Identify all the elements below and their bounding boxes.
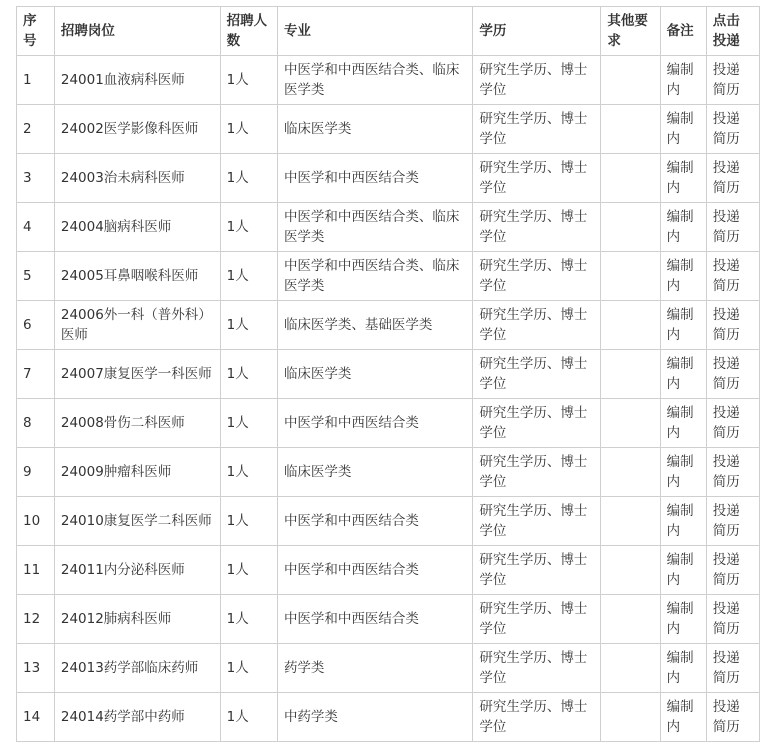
cell-education: 研究生学历、博士学位 [473, 154, 601, 203]
cell-count: 1人 [220, 301, 277, 350]
cell-education: 研究生学历、博士学位 [473, 546, 601, 595]
cell-education: 研究生学历、博士学位 [473, 497, 601, 546]
cell-major: 药学类 [277, 644, 472, 693]
cell-note: 编制内 [660, 154, 706, 203]
cell-major: 中医学和中西医结合类、临床医学类 [277, 203, 472, 252]
header-note: 备注 [660, 7, 706, 56]
cell-other-requirements [601, 595, 660, 644]
table-row [17, 56, 760, 105]
header-position: 招聘岗位 [54, 7, 220, 56]
cell-other-requirements [601, 497, 660, 546]
cell-note: 编制内 [660, 399, 706, 448]
table-row [17, 350, 760, 399]
cell-position: 24001血液病科医师 [54, 56, 220, 105]
apply-link[interactable]: 投递简历 [706, 154, 759, 203]
cell-count: 1人 [220, 693, 277, 742]
cell-serial-number: 3 [17, 154, 55, 203]
cell-major: 中医学和中西医结合类 [277, 595, 472, 644]
cell-note: 编制内 [660, 56, 706, 105]
apply-link[interactable]: 投递简历 [706, 497, 759, 546]
header-apply: 点击投递 [706, 7, 759, 56]
cell-note: 编制内 [660, 497, 706, 546]
cell-count: 1人 [220, 105, 277, 154]
cell-position: 24014药学部中药师 [54, 693, 220, 742]
apply-link[interactable]: 投递简历 [706, 252, 759, 301]
cell-other-requirements [601, 546, 660, 595]
cell-major: 中药学类 [277, 693, 472, 742]
table-row [17, 595, 760, 644]
cell-other-requirements [601, 301, 660, 350]
cell-position: 24012肺病科医师 [54, 595, 220, 644]
apply-link[interactable]: 投递简历 [706, 350, 759, 399]
cell-education: 研究生学历、博士学位 [473, 644, 601, 693]
cell-position: 24005耳鼻咽喉科医师 [54, 252, 220, 301]
cell-count: 1人 [220, 56, 277, 105]
cell-count: 1人 [220, 497, 277, 546]
cell-serial-number: 13 [17, 644, 55, 693]
header-other-requirements: 其他要求 [601, 7, 660, 56]
cell-position: 24010康复医学二科医师 [54, 497, 220, 546]
cell-count: 1人 [220, 350, 277, 399]
cell-note: 编制内 [660, 448, 706, 497]
apply-link[interactable]: 投递简历 [706, 301, 759, 350]
table-row [17, 252, 760, 301]
cell-major: 临床医学类 [277, 105, 472, 154]
cell-serial-number: 10 [17, 497, 55, 546]
table-row [17, 301, 760, 350]
cell-serial-number: 5 [17, 252, 55, 301]
cell-count: 1人 [220, 252, 277, 301]
apply-link[interactable]: 投递简历 [706, 595, 759, 644]
table-row [17, 546, 760, 595]
apply-link[interactable]: 投递简历 [706, 399, 759, 448]
cell-note: 编制内 [660, 350, 706, 399]
cell-count: 1人 [220, 595, 277, 644]
cell-major: 中医学和中西医结合类、临床医学类 [277, 56, 472, 105]
header-serial-number: 序号 [17, 7, 55, 56]
apply-link[interactable]: 投递简历 [706, 546, 759, 595]
cell-other-requirements [601, 448, 660, 497]
cell-major: 临床医学类 [277, 448, 472, 497]
cell-other-requirements [601, 56, 660, 105]
table-header-row [17, 7, 760, 56]
cell-note: 编制内 [660, 595, 706, 644]
cell-note: 编制内 [660, 546, 706, 595]
cell-serial-number: 7 [17, 350, 55, 399]
cell-note: 编制内 [660, 203, 706, 252]
cell-education: 研究生学历、博士学位 [473, 252, 601, 301]
cell-serial-number: 2 [17, 105, 55, 154]
cell-education: 研究生学历、博士学位 [473, 448, 601, 497]
cell-serial-number: 12 [17, 595, 55, 644]
apply-link[interactable]: 投递简历 [706, 693, 759, 742]
cell-position: 24003治未病科医师 [54, 154, 220, 203]
cell-position: 24008骨伤二科医师 [54, 399, 220, 448]
cell-position: 24002医学影像科医师 [54, 105, 220, 154]
cell-education: 研究生学历、博士学位 [473, 693, 601, 742]
cell-education: 研究生学历、博士学位 [473, 350, 601, 399]
cell-education: 研究生学历、博士学位 [473, 203, 601, 252]
cell-major: 临床医学类 [277, 350, 472, 399]
cell-other-requirements [601, 644, 660, 693]
cell-serial-number: 8 [17, 399, 55, 448]
cell-note: 编制内 [660, 644, 706, 693]
cell-count: 1人 [220, 154, 277, 203]
table-row [17, 497, 760, 546]
cell-other-requirements [601, 105, 660, 154]
cell-note: 编制内 [660, 105, 706, 154]
cell-note: 编制内 [660, 693, 706, 742]
cell-other-requirements [601, 693, 660, 742]
cell-other-requirements [601, 350, 660, 399]
cell-major: 中医学和中西医结合类 [277, 399, 472, 448]
cell-position: 24011内分泌科医师 [54, 546, 220, 595]
cell-serial-number: 9 [17, 448, 55, 497]
cell-other-requirements [601, 252, 660, 301]
apply-link[interactable]: 投递简历 [706, 105, 759, 154]
apply-link[interactable]: 投递简历 [706, 203, 759, 252]
cell-count: 1人 [220, 546, 277, 595]
cell-serial-number: 14 [17, 693, 55, 742]
cell-serial-number: 11 [17, 546, 55, 595]
cell-count: 1人 [220, 399, 277, 448]
cell-other-requirements [601, 203, 660, 252]
cell-position: 24009肿瘤科医师 [54, 448, 220, 497]
cell-other-requirements [601, 154, 660, 203]
cell-position: 24007康复医学一科医师 [54, 350, 220, 399]
table-row [17, 399, 760, 448]
cell-education: 研究生学历、博士学位 [473, 301, 601, 350]
table-row [17, 693, 760, 742]
cell-education: 研究生学历、博士学位 [473, 595, 601, 644]
cell-education: 研究生学历、博士学位 [473, 105, 601, 154]
table-row [17, 105, 760, 154]
apply-link[interactable]: 投递简历 [706, 448, 759, 497]
apply-link[interactable]: 投递简历 [706, 56, 759, 105]
cell-count: 1人 [220, 448, 277, 497]
cell-count: 1人 [220, 644, 277, 693]
cell-serial-number: 6 [17, 301, 55, 350]
cell-education: 研究生学历、博士学位 [473, 56, 601, 105]
cell-count: 1人 [220, 203, 277, 252]
header-education: 学历 [473, 7, 601, 56]
recruitment-table [16, 6, 760, 742]
table-row [17, 203, 760, 252]
header-major: 专业 [277, 7, 472, 56]
header-count: 招聘人数 [220, 7, 277, 56]
cell-major: 中医学和中西医结合类 [277, 154, 472, 203]
cell-position: 24004脑病科医师 [54, 203, 220, 252]
cell-major: 中医学和中西医结合类 [277, 497, 472, 546]
apply-link[interactable]: 投递简历 [706, 644, 759, 693]
cell-major: 临床医学类、基础医学类 [277, 301, 472, 350]
cell-position: 24006外一科（普外科）医师 [54, 301, 220, 350]
table-row [17, 644, 760, 693]
cell-serial-number: 1 [17, 56, 55, 105]
cell-note: 编制内 [660, 301, 706, 350]
table-row [17, 448, 760, 497]
cell-position: 24013药学部临床药师 [54, 644, 220, 693]
cell-note: 编制内 [660, 252, 706, 301]
cell-education: 研究生学历、博士学位 [473, 399, 601, 448]
cell-major: 中医学和中西医结合类 [277, 546, 472, 595]
cell-other-requirements [601, 399, 660, 448]
cell-major: 中医学和中西医结合类、临床医学类 [277, 252, 472, 301]
table-row [17, 154, 760, 203]
cell-serial-number: 4 [17, 203, 55, 252]
